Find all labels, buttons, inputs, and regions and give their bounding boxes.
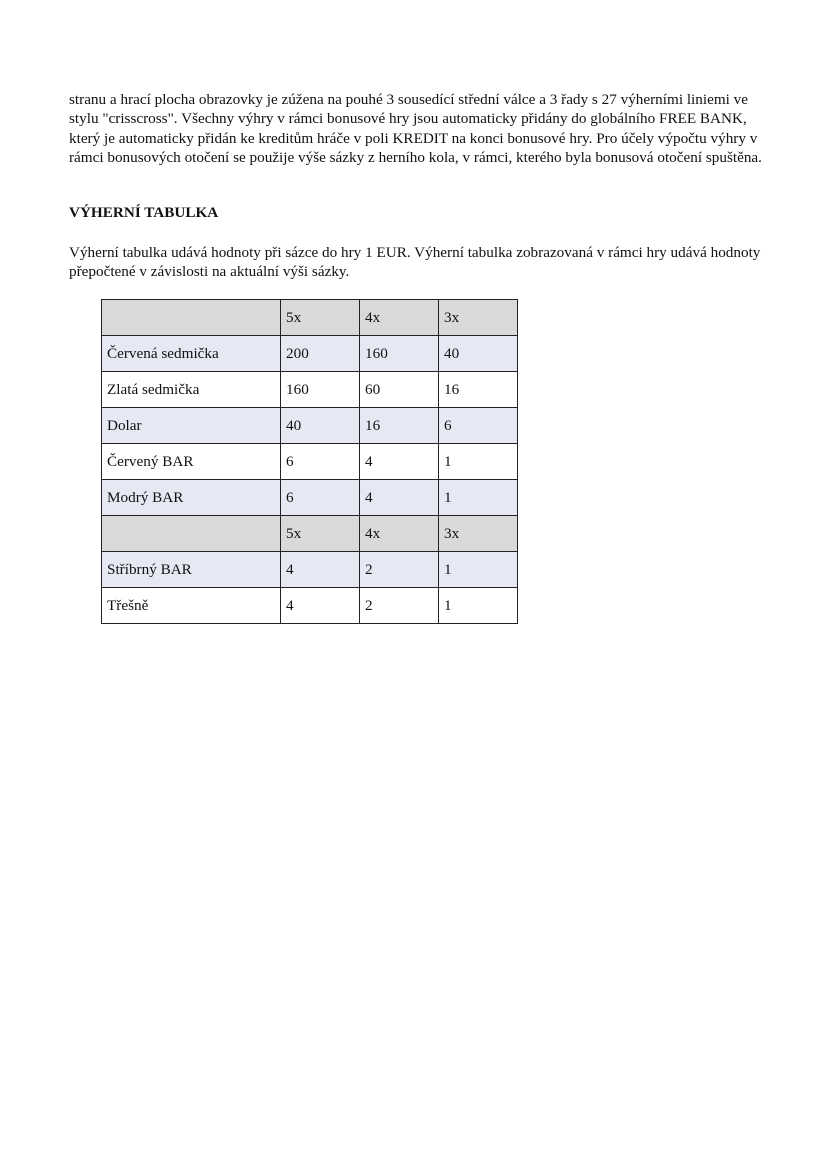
payout-cell: 4	[360, 444, 439, 480]
payout-cell: 1	[439, 552, 518, 588]
payout-cell: 4	[281, 552, 360, 588]
symbol-cell: Modrý BAR	[102, 480, 281, 516]
table-header-row	[102, 516, 518, 552]
payout-cell: 60	[360, 372, 439, 408]
payout-cell: 6	[281, 444, 360, 480]
table-header-row	[102, 300, 518, 336]
payout-cell: 2	[360, 552, 439, 588]
table-row	[102, 552, 518, 588]
payout-cell: 3x	[439, 300, 518, 336]
payout-cell: 2	[360, 588, 439, 624]
payout-cell: 4x	[360, 300, 439, 336]
payout-cell: 3x	[439, 516, 518, 552]
payout-cell: 1	[439, 588, 518, 624]
symbol-cell: Třešně	[102, 588, 281, 624]
payout-cell: 40	[439, 336, 518, 372]
payout-cell: 4x	[360, 516, 439, 552]
payout-cell: 1	[439, 444, 518, 480]
table-row	[102, 444, 518, 480]
paytable-description: Výherní tabulka udává hodnoty při sázce do hry 1 EUR. Výherní tabulka zobrazovaná v rámci hry udává hodnoty přepočtené v závislosti na aktuální výši sázky.	[69, 244, 761, 281]
payout-cell: 6	[439, 408, 518, 444]
table-row	[102, 372, 518, 408]
table-row	[102, 480, 518, 516]
payout-cell: 5x	[281, 300, 360, 336]
paytable	[101, 299, 518, 624]
section-heading: VÝHERNÍ TABULKA	[69, 204, 219, 221]
intro-paragraph: stranu a hrací plocha obrazovky je zúžena na pouhé 3 sousedící střední válce a 3 řady s 27 výherními liniemi ve stylu "crisscross". Všechny výhry v rámci bonusové hry jsou automaticky přidány do globálního FREE BANK, který je automaticky přidán ke kreditům hráče v poli KREDIT na konci bonusové hry. Pro účely výpočtu výhry v rámci bonusových otočení se použije výše sázky z herního kola, v rámci, kterého byla bonusová otočení spuštěna.	[69, 91, 762, 166]
payout-cell: 4	[281, 588, 360, 624]
payout-cell: 5x	[281, 516, 360, 552]
table-row	[102, 408, 518, 444]
symbol-cell	[102, 516, 281, 552]
payout-cell: 6	[281, 480, 360, 516]
symbol-cell: Zlatá sedmička	[102, 372, 281, 408]
payout-cell: 160	[360, 336, 439, 372]
symbol-cell: Červená sedmička	[102, 336, 281, 372]
table-row	[102, 336, 518, 372]
payout-cell: 1	[439, 480, 518, 516]
symbol-cell: Dolar	[102, 408, 281, 444]
payout-cell: 16	[439, 372, 518, 408]
symbol-cell: Stříbrný BAR	[102, 552, 281, 588]
payout-cell: 160	[281, 372, 360, 408]
symbol-cell	[102, 300, 281, 336]
symbol-cell: Červený BAR	[102, 444, 281, 480]
payout-cell: 4	[360, 480, 439, 516]
payout-cell: 16	[360, 408, 439, 444]
table-row	[102, 588, 518, 624]
payout-cell: 40	[281, 408, 360, 444]
payout-cell: 200	[281, 336, 360, 372]
